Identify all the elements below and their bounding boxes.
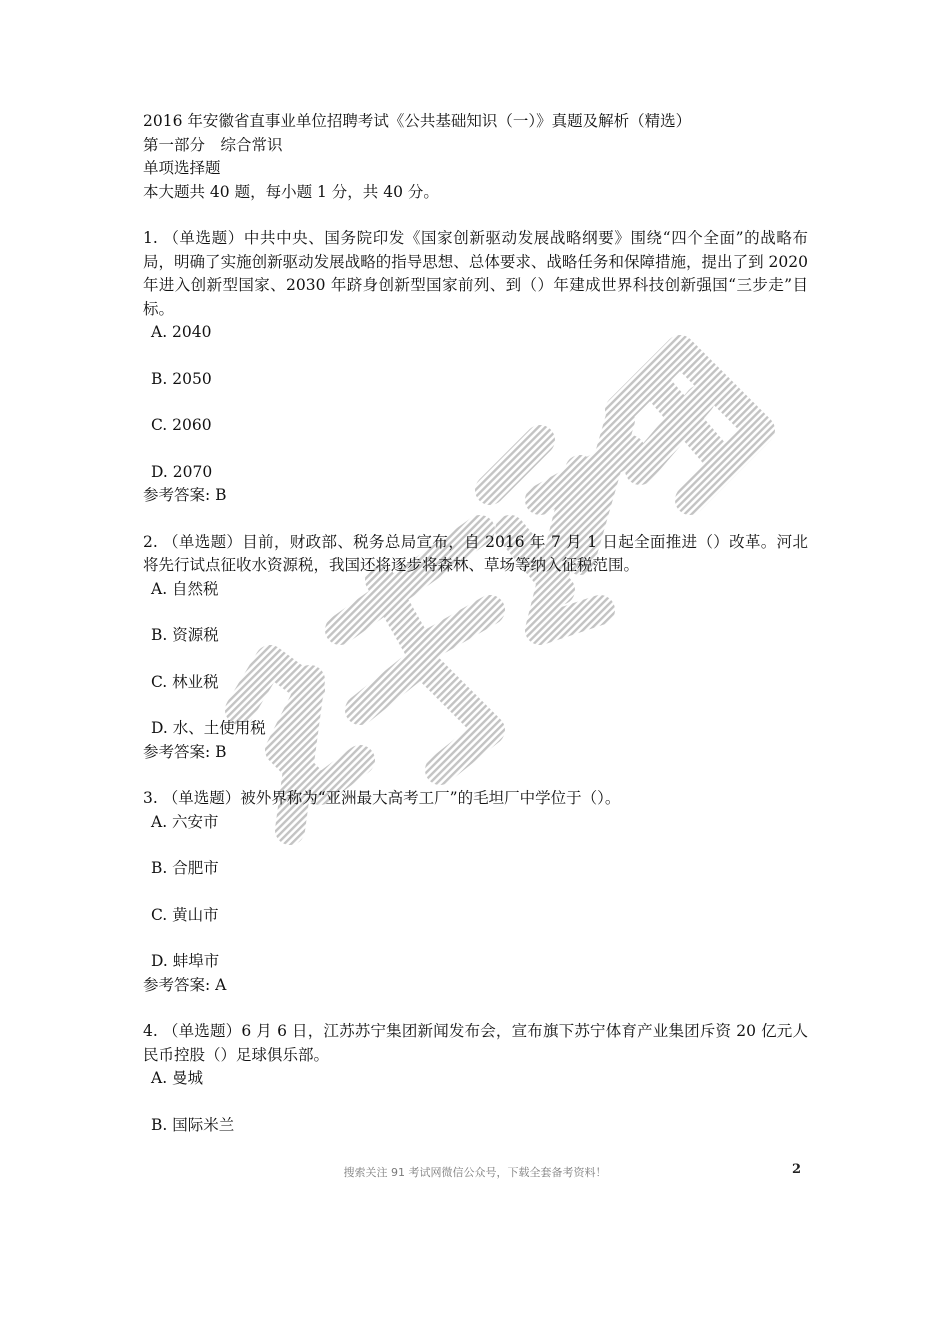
question-1 xyxy=(143,227,808,508)
option-a: A. 曼城 xyxy=(151,1069,204,1087)
page-number: 2 xyxy=(792,1162,802,1177)
footer-note: 搜索关注 91 考试网微信公众号，下载全套备考资料！ xyxy=(343,1166,607,1179)
part-heading: 第一部分 综合常识 xyxy=(143,135,283,154)
question-4 xyxy=(143,1020,808,1137)
document-title: 2016 年安徽省直事业单位招聘考试《公共基础知识（一）》真题及解析（精选） xyxy=(143,112,692,130)
question-2 xyxy=(143,531,808,765)
option-c: C. 林业税 xyxy=(151,672,219,691)
option-c: C. 2060 xyxy=(151,416,212,434)
option-a: A. 六安市 xyxy=(151,812,219,831)
option-c: C. 黄山市 xyxy=(151,905,219,924)
option-a: A. 自然税 xyxy=(151,579,219,598)
option-b: B. 合肥市 xyxy=(151,859,219,877)
option-d: D. 蚌埠市 xyxy=(151,952,220,970)
document-body xyxy=(143,110,808,1137)
option-b: B. 2050 xyxy=(151,369,212,388)
page-footer xyxy=(0,1162,950,1182)
option-b: B. 资源税 xyxy=(151,626,219,644)
question-3 xyxy=(143,787,808,997)
question-stem: 2. （单选题）目前，财政部、税务总局宣布，自 2016 年 7 月 1 日起全面推进（）改革。河北将先行试点征收水资源税，我国还将逐步将森林、草场等纳入征税范围。 xyxy=(143,532,808,574)
answer-key: 参考答案: B xyxy=(143,742,227,761)
option-d: D. 2070 xyxy=(151,462,213,481)
answer-key: 参考答案: B xyxy=(143,486,227,504)
option-b: B. 国际米兰 xyxy=(151,1115,235,1134)
question-stem: 4. （单选题）6 月 6 日，江苏苏宁集团新闻发布会，宣布旗下苏宁体育产业集团斥资 20 亿元人民币控股（）足球俱乐部。 xyxy=(143,1022,808,1064)
section-heading: 单项选择题 xyxy=(143,159,221,177)
section-instructions: 本大题共 40 题，每小题 1 分，共 40 分。 xyxy=(143,182,439,201)
option-d: D. 水、土使用税 xyxy=(151,719,266,737)
question-stem: 1. （单选题）中共中央、国务院印发《国家创新驱动发展战略纲要》围绕“四个全面”的战略布局，明确了实施创新驱动发展战略的指导思想、总体要求、战略任务和保障措施，提出了到 2020 年进入创新型国家、2030 年跻身创新型国家前列、到（）年建成世界科技创新强国“三步走”目标。 xyxy=(143,229,808,318)
option-a: A. 2040 xyxy=(151,323,212,341)
answer-key: 参考答案: A xyxy=(143,975,227,994)
question-stem: 3. （单选题）被外界称为“亚洲最大高考工厂”的毛坦厂中学位于（）。 xyxy=(143,789,621,807)
